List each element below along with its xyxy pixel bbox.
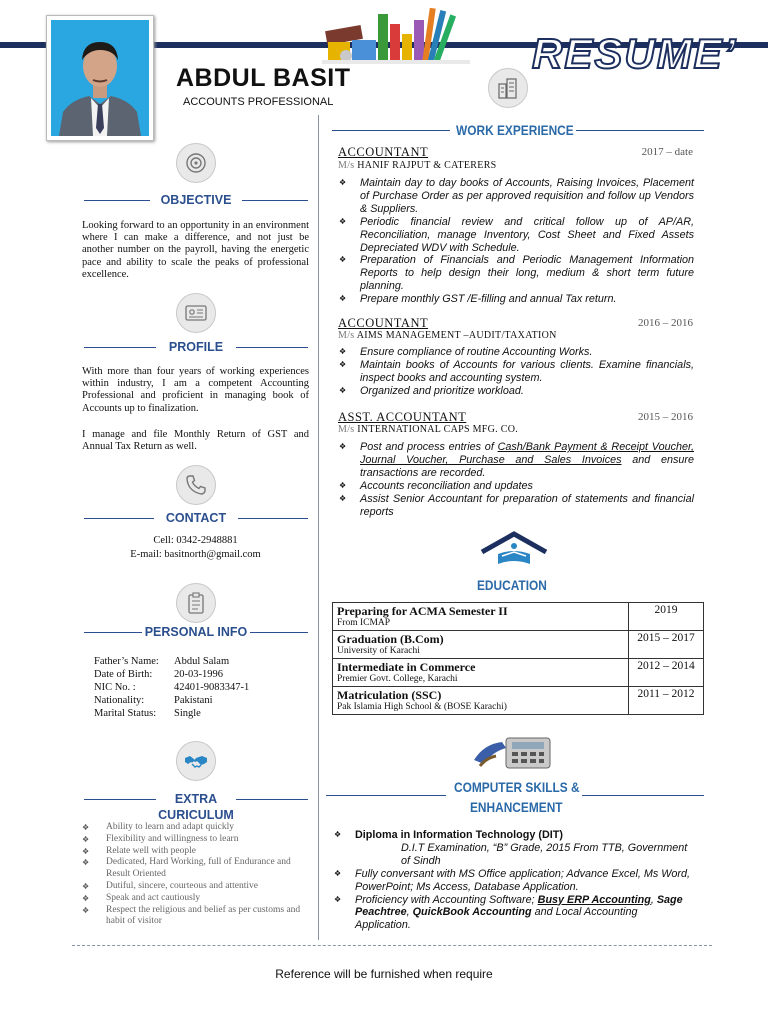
- personal-row-marital: [94, 708, 201, 719]
- building-icon: [488, 68, 528, 108]
- skills-line-left: [326, 795, 446, 796]
- education-degree-cell: [333, 603, 629, 631]
- job-company: [338, 160, 497, 171]
- extra-heading-line2: CURICULUM: [158, 808, 234, 822]
- id-card-icon: [176, 293, 216, 333]
- contact-cell: Cell: 0342-2948881: [153, 535, 238, 546]
- table-row: [333, 687, 704, 715]
- objective-line-left: [84, 200, 150, 201]
- skills-heading-line1: COMPUTER SKILLS &: [454, 779, 580, 795]
- person-name: ABDUL BASIT: [176, 64, 351, 92]
- list-item: ❖ Speak and act cautiously: [82, 892, 201, 903]
- profile-heading: PROFILE: [168, 340, 224, 354]
- list-item: ❖ Ensure compliance of routine Accounting Works.: [339, 346, 593, 358]
- personal-value: Single: [174, 708, 201, 719]
- profile-photo: [46, 15, 154, 141]
- list-item: ❖ Assist Senior Accountant for preparation of statements and financial reports: [339, 492, 694, 518]
- personal-row-dob: [94, 669, 223, 680]
- skills-heading-line2: ENHANCEMENT: [470, 799, 563, 815]
- list-item: ❖ Fully conversant with MS Office application; Advance Excel, Ms Word, PowerPoint; Ms Access, Database Application.: [334, 867, 691, 893]
- job-title: ACCOUNTANT: [338, 145, 429, 159]
- phone-icon: [176, 465, 216, 505]
- personal-value: Abdul Salam: [174, 656, 230, 667]
- job-date: 2017 – date: [641, 146, 693, 158]
- personal-row-father: [94, 656, 229, 667]
- contact-line-left: [84, 518, 154, 519]
- personal-label: Father’s Name:: [94, 656, 159, 667]
- table-row: [333, 603, 704, 631]
- job-title: ASST. ACCOUNTANT: [338, 410, 467, 424]
- calculator-icon: [470, 730, 560, 774]
- objective-text: Looking forward to an opportunity in an environment where I can make a difference, and not just be another number on the payroll, having the energetic pace and ability to scale the peaks of professional excellence.: [82, 220, 309, 280]
- job-company: [338, 330, 557, 341]
- education-degree-cell: [333, 659, 629, 687]
- list-item: ❖ Flexibility and willingness to learn: [82, 833, 239, 844]
- institution: University of Karachi: [337, 646, 420, 656]
- profile-text-gst: I manage and file Monthly Return of GST and Annual Tax Return as well.: [82, 429, 309, 453]
- handshake-icon: [176, 741, 216, 781]
- job-date: 2015 – 2016: [638, 411, 693, 423]
- list-item: ❖ Maintain day to day books of Accounts, Raising Invoices, Placement of Purchase Order as per approved requisition and follow up Vendors & Suppliers.: [339, 177, 694, 215]
- education-year: 2019: [629, 603, 704, 631]
- contact-line-right: [238, 518, 308, 519]
- graduation-cap-icon: [478, 530, 550, 570]
- job-duties: [338, 346, 694, 398]
- job-duties: [338, 441, 694, 518]
- education-heading: EDUCATION: [477, 577, 547, 593]
- education-year: 2015 – 2017: [629, 631, 704, 659]
- institution: Premier Govt. College, Karachi: [337, 674, 458, 684]
- footer-divider: [72, 945, 712, 946]
- objective-heading: OBJECTIVE: [160, 193, 232, 207]
- institution: Pak Islamia High School & (BOSE Karachi): [337, 702, 507, 712]
- company-name: HANIF RAJPUT & CATERERS: [357, 160, 497, 171]
- list-item: ❖ Dutiful, sincere, courteous and attentive: [82, 880, 258, 891]
- contact-email[interactable]: E-mail: basitnorth@gmail.com: [130, 549, 261, 560]
- company-prefix: M/s: [338, 160, 355, 171]
- company-name: INTERNATIONAL CAPS MFG. CO.: [357, 424, 519, 435]
- list-item: D.I.T Examination, “B” Grade, 2015 From TTB, Government of Sindh: [401, 841, 688, 867]
- objective-line-right: [242, 200, 308, 201]
- personal-value: 20-03-1996: [174, 669, 223, 680]
- education-year: 2011 – 2012: [629, 687, 704, 715]
- extra-line-right: [236, 799, 308, 800]
- company-prefix: M/s: [338, 424, 355, 435]
- list-item: ❖ Accounts reconciliation and updates: [339, 479, 533, 492]
- education-degree-cell: [333, 631, 629, 659]
- list-item: ❖ Proficiency with Accounting Software; Busy ERP Accounting, Sage Peachtree, QuickBook Accounting and Local Accounting Application.: [334, 893, 683, 932]
- profile-text: With more than four years of working experiences within industry, I am a competent Accounting Professional and proficient in managing book of Accounts up to finalization.: [82, 366, 309, 414]
- education-degree-cell: [333, 687, 629, 715]
- job-date: 2016 – 2016: [638, 317, 693, 329]
- list-item: ❖ Maintain books of Accounts for various clients. Examine financials, inspect books and accounting system.: [339, 358, 694, 384]
- personal-row-nic: [94, 682, 249, 693]
- personal-label: Marital Status:: [94, 708, 157, 719]
- company-name: AIMS MANAGEMENT –AUDIT/TAXATION: [356, 330, 557, 341]
- degree: Matriculation (SSC): [337, 688, 442, 702]
- list-item: ❖ Relate well with people: [82, 845, 196, 856]
- profile-line-left: [84, 347, 156, 348]
- work-line-right: [576, 130, 704, 131]
- list-item: ❖ Organized and prioritize workload.: [339, 384, 524, 397]
- list-item: ❖ Prepare monthly GST /E-filling and annual Tax return.: [339, 293, 617, 306]
- job-title: ACCOUNTANT: [338, 316, 429, 330]
- skills-line-right: [582, 795, 704, 796]
- work-heading: WORK EXPERIENCE: [456, 122, 574, 138]
- profile-line-right: [236, 347, 308, 348]
- skills-list: [333, 829, 693, 932]
- education-year: 2012 – 2014: [629, 659, 704, 687]
- extra-line-left: [84, 799, 156, 800]
- footer-note: Reference will be furnished when require: [275, 967, 493, 981]
- company-prefix: M/s: [338, 330, 355, 341]
- office-supplies-illustration: [322, 4, 470, 66]
- personal-label: Nationality:: [94, 695, 145, 706]
- education-table: [332, 602, 704, 715]
- column-divider: [318, 115, 319, 940]
- personal-label: NIC No. :: [94, 682, 136, 693]
- personal-line-left: [84, 632, 142, 633]
- list-item: ❖ Preparation of Financials and Periodic Management Information Reports to help design their long, medium & short term future planning.: [339, 254, 694, 293]
- table-row: [333, 631, 704, 659]
- degree: Intermediate in Commerce: [337, 660, 476, 674]
- list-item: ❖ Ability to learn and adapt quickly: [82, 822, 234, 832]
- table-row: [333, 659, 704, 687]
- extra-heading-line1: EXTRA: [174, 792, 218, 806]
- list-item: ❖ Dedicated, Hard Working, full of Endurance and Result Oriented: [82, 857, 291, 880]
- degree: Preparing for ACMA Semester II: [337, 604, 508, 618]
- resume-title: RESUME’: [532, 30, 738, 77]
- personal-line-right: [250, 632, 308, 633]
- list-item: ❖ Periodic financial review and critical follow up of AP/AR, Reconciliation, manage Inventory, Cost Sheet and Fixed Assets Depreciated WDV with Schedule.: [339, 215, 694, 254]
- job-duties: [338, 177, 694, 306]
- personal-row-nationality: [94, 695, 213, 706]
- person-title: ACCOUNTS PROFESSIONAL: [183, 96, 334, 108]
- extra-list: [80, 822, 310, 928]
- list-item: ❖ Diploma in Information Technology (DIT): [334, 829, 563, 841]
- personal-heading: PERSONAL INFO: [144, 625, 248, 639]
- institution: From ICMAP: [337, 618, 391, 628]
- contact-heading: CONTACT: [165, 511, 227, 525]
- personal-value: 42401-9083347-1: [174, 682, 250, 693]
- target-icon: [176, 143, 216, 183]
- work-line-left: [332, 130, 450, 131]
- personal-value: Pakistani: [174, 695, 213, 706]
- job-company: [338, 424, 518, 435]
- degree: Graduation (B.Com): [337, 632, 444, 646]
- clipboard-icon: [176, 583, 216, 623]
- list-item: ❖ Post and process entries of Cash/Bank Payment & Receipt Voucher, Journal Voucher, Purchase and Sales Invoices and ensure transactions are recorded.: [339, 441, 694, 479]
- personal-label: Date of Birth:: [94, 669, 153, 680]
- list-item: ❖ Respect the religious and belief as per customs and habit of visitor: [82, 904, 301, 927]
